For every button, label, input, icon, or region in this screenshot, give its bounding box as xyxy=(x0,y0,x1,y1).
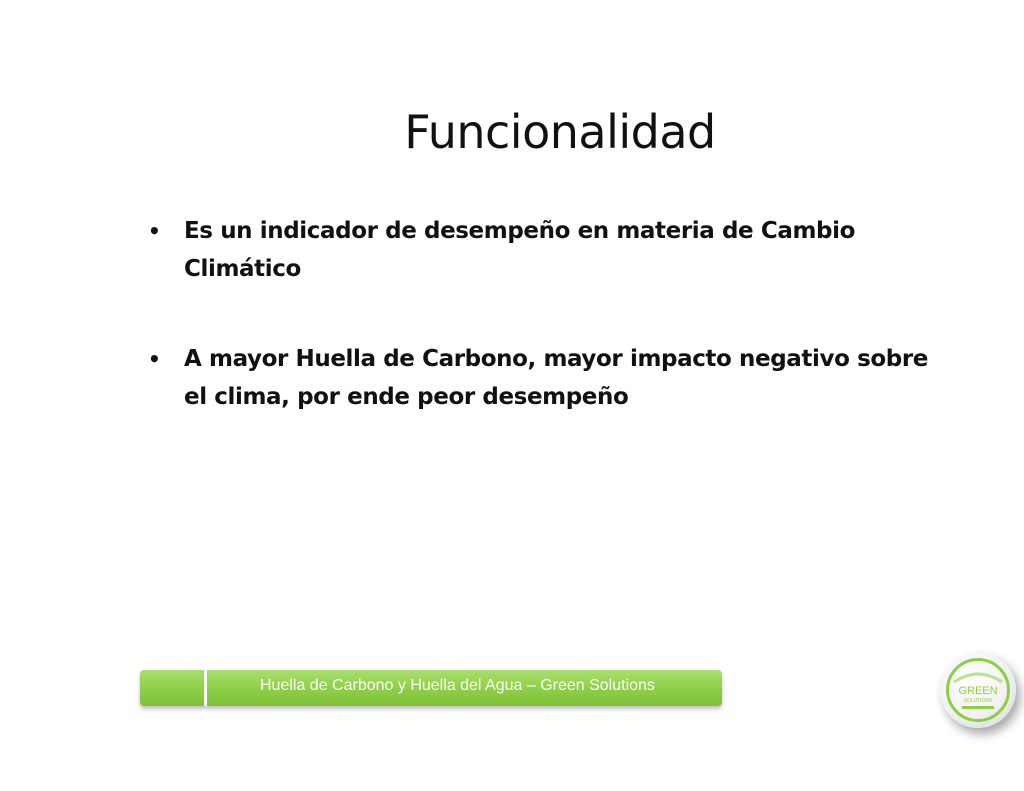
logo-word-green: GREEN xyxy=(958,685,998,697)
bullet-text: Es un indicador de desempeño en materia de Cambio Climático xyxy=(184,218,855,282)
bullet-list xyxy=(148,212,948,468)
logo-arc xyxy=(954,674,1002,682)
bullet-marker: • xyxy=(148,347,161,371)
footer-text: Huella de Carbono y Huella del Agua – Green Solutions xyxy=(260,677,655,694)
footer-divider xyxy=(204,670,207,706)
bullet-text: A mayor Huella de Carbono, mayor impacto negativo sobre el clima, por ende peor desempeño xyxy=(184,346,928,410)
bullet-item xyxy=(148,340,948,416)
footer-bar xyxy=(140,670,722,706)
green-solutions-logo-icon xyxy=(940,652,1016,728)
logo-graphic xyxy=(940,652,1016,728)
logo-word-solutions: SOLUTIONS xyxy=(963,698,993,704)
bullet-marker: • xyxy=(148,219,161,243)
logo-underline xyxy=(962,706,994,709)
bullet-item xyxy=(148,212,948,288)
slide-title: Funcionalidad xyxy=(404,105,716,159)
